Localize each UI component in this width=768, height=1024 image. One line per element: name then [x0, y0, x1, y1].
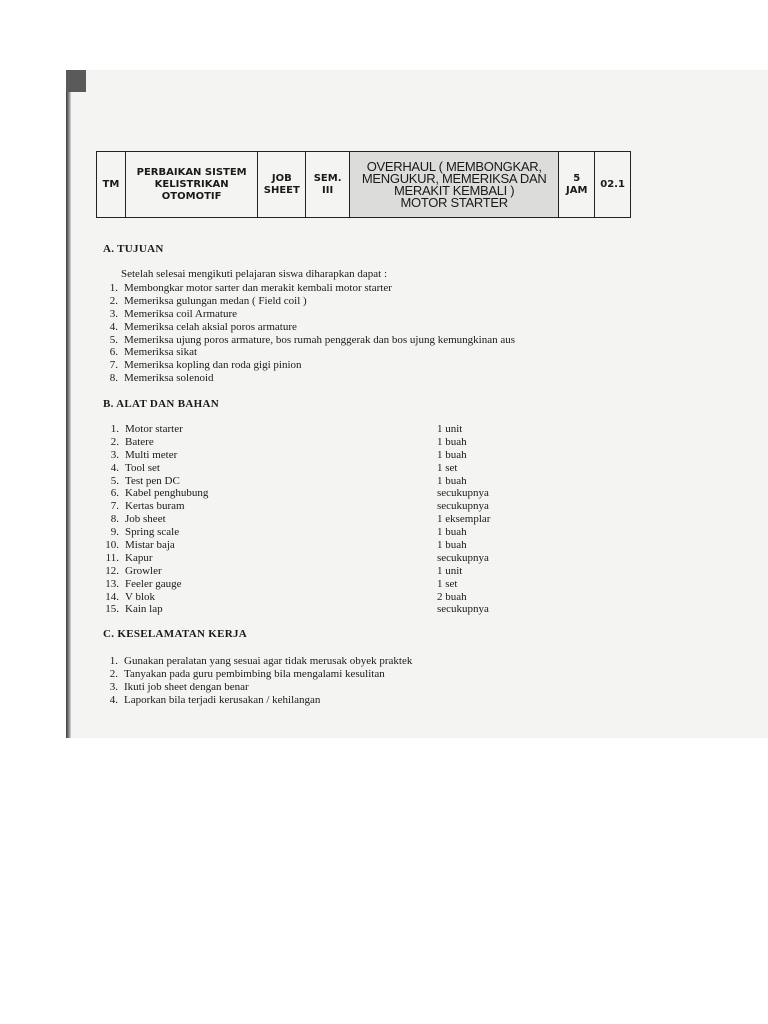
- tujuan-list-item: [100, 334, 515, 347]
- alat-item-text: Spring scale: [125, 526, 180, 539]
- alat-item-quantity: secukupnya: [437, 603, 489, 616]
- tujuan-item-number: 8.: [109, 372, 118, 385]
- tujuan-item-number: 4.: [109, 320, 118, 333]
- keselamatan-item-text: Laporkan bila terjadi kerusakan / kehilangan: [124, 693, 321, 706]
- header-code: TM: [97, 152, 126, 217]
- alat-item-quantity: 1 set: [437, 461, 458, 474]
- page-edge-shadow: [66, 70, 71, 738]
- tujuan-item-text: Memeriksa solenoid: [124, 372, 214, 385]
- keselamatan-list-item: [100, 694, 412, 707]
- alat-list: [103, 423, 491, 616]
- tujuan-list-item: [100, 282, 515, 295]
- alat-item-quantity: 1 set: [437, 577, 458, 590]
- alat-item-text: Kabel penghubung: [125, 487, 209, 500]
- tujuan-item-text: Memeriksa sikat: [124, 346, 198, 359]
- alat-item-text: Growler: [125, 564, 162, 577]
- header-subject: PERBAIKAN SISTEM KELISTRIKAN OTOMOTIF: [126, 152, 259, 217]
- tujuan-intro: Setelah selesai mengikuti pelajaran siswa diharapkan dapat :: [121, 268, 388, 280]
- alat-item-quantity: secukupnya: [437, 500, 489, 513]
- alat-list-item: [103, 500, 489, 513]
- alat-list-item: [103, 461, 458, 475]
- alat-item-text: Kapur: [125, 551, 153, 564]
- alat-list-item: [103, 435, 467, 449]
- header-duration: 5 JAM: [559, 152, 595, 217]
- alat-list-item: [103, 513, 491, 526]
- alat-item-text: Feeler gauge: [125, 577, 182, 590]
- alat-item-number: 3.: [110, 448, 119, 461]
- alat-item-quantity: 1 buah: [437, 474, 467, 487]
- alat-item-text: Motor starter: [125, 423, 183, 435]
- section-heading-tujuan: A. TUJUAN: [103, 243, 164, 255]
- keselamatan-item-text: Gunakan peralatan yang sesuai agar tidak merusak obyek praktek: [124, 655, 413, 667]
- alat-item-number: 4.: [110, 461, 119, 474]
- alat-item-number: 12.: [105, 564, 119, 577]
- tujuan-list: [100, 282, 515, 385]
- alat-item-number: 15.: [105, 603, 119, 616]
- alat-item-quantity: 1 eksemplar: [437, 513, 491, 526]
- alat-item-number: 9.: [110, 526, 119, 539]
- alat-item-number: 8.: [110, 513, 119, 526]
- keselamatan-list-item: [100, 655, 412, 668]
- alat-item-quantity: secukupnya: [437, 487, 489, 500]
- section-heading-keselamatan: C. KESELAMATAN KERJA: [103, 628, 248, 640]
- alat-list-item: [103, 474, 467, 488]
- tujuan-item-text: Membongkar motor sarter dan merakit kembali motor starter: [124, 282, 392, 294]
- alat-list-item: [103, 577, 458, 591]
- alat-item-text: Kertas buram: [125, 500, 185, 513]
- header-number: 02.1: [600, 178, 625, 190]
- alat-item-number: 10.: [105, 539, 119, 552]
- alat-item-text: Kain lap: [125, 603, 163, 616]
- keselamatan-item-number: 4.: [109, 693, 118, 706]
- alat-item-quantity: 1 buah: [437, 526, 467, 539]
- tujuan-item-number: 7.: [109, 359, 118, 372]
- alat-item-text: Batere: [125, 435, 154, 448]
- alat-item-number: 2.: [110, 435, 119, 448]
- alat-item-quantity: secukupnya: [437, 551, 489, 564]
- alat-item-number: 5.: [110, 474, 119, 487]
- alat-item-quantity: 2 buah: [437, 590, 467, 603]
- alat-list-item: [103, 526, 467, 539]
- header-table: [96, 151, 631, 218]
- keselamatan-item-number: 2.: [109, 667, 118, 680]
- alat-list-item: [103, 423, 463, 436]
- section-heading-alat: B. ALAT DAN BAHAN: [103, 398, 219, 410]
- tujuan-item-text: Memeriksa gulungan medan ( Field coil ): [124, 294, 307, 307]
- tujuan-list-item: [100, 321, 515, 334]
- tujuan-list-item: [100, 308, 515, 321]
- alat-item-text: Test pen DC: [125, 474, 180, 487]
- tujuan-item-text: Memeriksa kopling dan roda gigi pinion: [124, 359, 302, 372]
- tujuan-item-number: 2.: [109, 294, 118, 307]
- tujuan-list-item: [100, 295, 515, 308]
- page-corner-shadow: [66, 70, 86, 92]
- alat-list-item: [103, 448, 467, 462]
- alat-item-text: Job sheet: [125, 513, 166, 526]
- tujuan-item-number: 1.: [109, 282, 118, 294]
- tujuan-item-number: 6.: [109, 346, 118, 359]
- alat-item-quantity: 1 buah: [437, 435, 467, 448]
- alat-list-item: [103, 551, 489, 565]
- alat-item-number: 1.: [110, 423, 119, 435]
- alat-item-quantity: 1 buah: [437, 448, 467, 461]
- keselamatan-item-text: Tanyakan pada guru pembimbing bila mengalami kesulitan: [124, 667, 385, 680]
- alat-list-item: [103, 564, 463, 578]
- alat-item-number: 14.: [105, 590, 119, 603]
- alat-item-number: 7.: [110, 500, 119, 513]
- alat-item-quantity: 1 unit: [437, 564, 463, 577]
- tujuan-item-number: 5.: [109, 333, 118, 346]
- header-title: OVERHAUL ( MEMBONGKAR, MENGUKUR, MEMERIKSA DAN MERAKIT KEMBALI ) MOTOR STARTER: [350, 152, 559, 217]
- alat-item-text: Mistar baja: [125, 539, 175, 552]
- alat-item-text: Tool set: [125, 461, 160, 474]
- alat-list-item: [103, 487, 489, 500]
- header-type: JOB SHEET: [258, 152, 306, 217]
- alat-item-quantity: 1 buah: [437, 539, 467, 552]
- header-semester: SEM. III: [306, 152, 350, 217]
- alat-item-quantity: 1 unit: [437, 423, 463, 435]
- alat-item-number: 6.: [110, 487, 119, 500]
- keselamatan-item-text: Ikuti job sheet dengan benar: [124, 680, 249, 693]
- alat-list-item: [103, 603, 489, 616]
- tujuan-list-item: [100, 359, 515, 372]
- alat-item-text: V blok: [125, 590, 156, 603]
- alat-item-number: 13.: [105, 577, 119, 590]
- tujuan-list-item: [100, 346, 515, 359]
- alat-item-number: 11.: [105, 551, 119, 564]
- keselamatan-list-item: [100, 681, 412, 694]
- tujuan-item-text: Memeriksa ujung poros armature, bos rumah penggerak dan bos ujung kemungkinan aus: [124, 333, 516, 346]
- keselamatan-list: [100, 655, 412, 707]
- tujuan-item-text: Memeriksa coil Armature: [124, 307, 238, 320]
- keselamatan-item-number: 1.: [109, 655, 118, 667]
- alat-list-item: [103, 539, 467, 552]
- tujuan-item-number: 3.: [109, 307, 118, 320]
- keselamatan-list-item: [100, 668, 412, 681]
- alat-item-text: Multi meter: [125, 448, 178, 461]
- tujuan-list-item: [100, 372, 515, 385]
- alat-list-item: [103, 590, 467, 604]
- keselamatan-item-number: 3.: [109, 680, 118, 693]
- tujuan-item-text: Memeriksa celah aksial poros armature: [124, 320, 297, 333]
